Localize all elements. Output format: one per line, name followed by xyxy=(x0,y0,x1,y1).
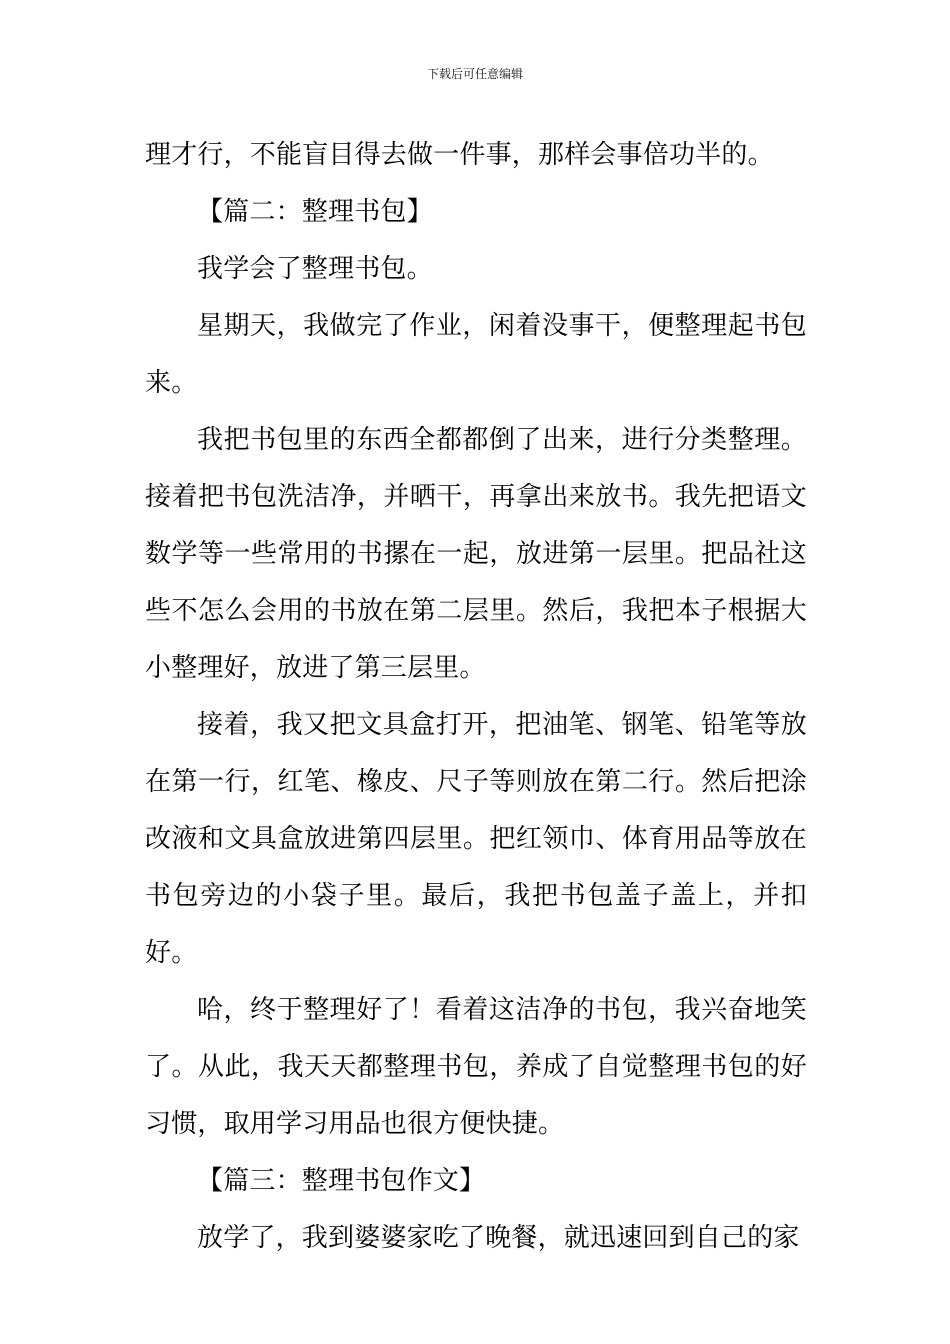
document-body xyxy=(145,127,807,1267)
paragraph: 哈，终于整理好了！看着这洁净的书包，我兴奋地笑了。从此，我天天都整理书包，养成了自觉整理书包的好习惯，取用学习用品也很方便快捷。 xyxy=(145,995,807,1139)
paragraph-continuation: 理才行，不能盲目得去做一件事，那样会事倍功半的。 xyxy=(145,140,774,170)
paragraph: 我学会了整理书包。 xyxy=(197,254,433,284)
paragraph: 我把书包里的东西全都都倒了出来，进行分类整理。接着把书包洗洁净，并晒干，再拿出来放书。我先把语文数学等一些常用的书摞在一起，放进第一层里。把品社这些不怎么会用的书放在第二层里。然后，我把本子根据大小整理好，放进了第三层里。 xyxy=(145,425,807,683)
paragraph: 星期天，我做完了作业，闲着没事干，便整理起书包来。 xyxy=(145,311,807,398)
page-header: 下载后可任意编辑 xyxy=(426,67,523,81)
paragraph: 接着，我又把文具盒打开，把油笔、钢笔、铅笔等放在第一行，红笔、橡皮、尺子等则放在第二行。然后把涂改液和文具盒放进第四层里。把红领巾、体育用品等放在书包旁边的小袋子里。最后，我把书包盖子盖上，并扣好。 xyxy=(145,710,807,968)
section-heading-part-two: 【篇二：整理书包】 xyxy=(197,197,433,227)
section-heading-part-three: 【篇三：整理书包作文】 xyxy=(197,1166,486,1196)
paragraph: 放学了，我到婆婆家吃了晚餐，就迅速回到自己的家 xyxy=(197,1223,800,1253)
